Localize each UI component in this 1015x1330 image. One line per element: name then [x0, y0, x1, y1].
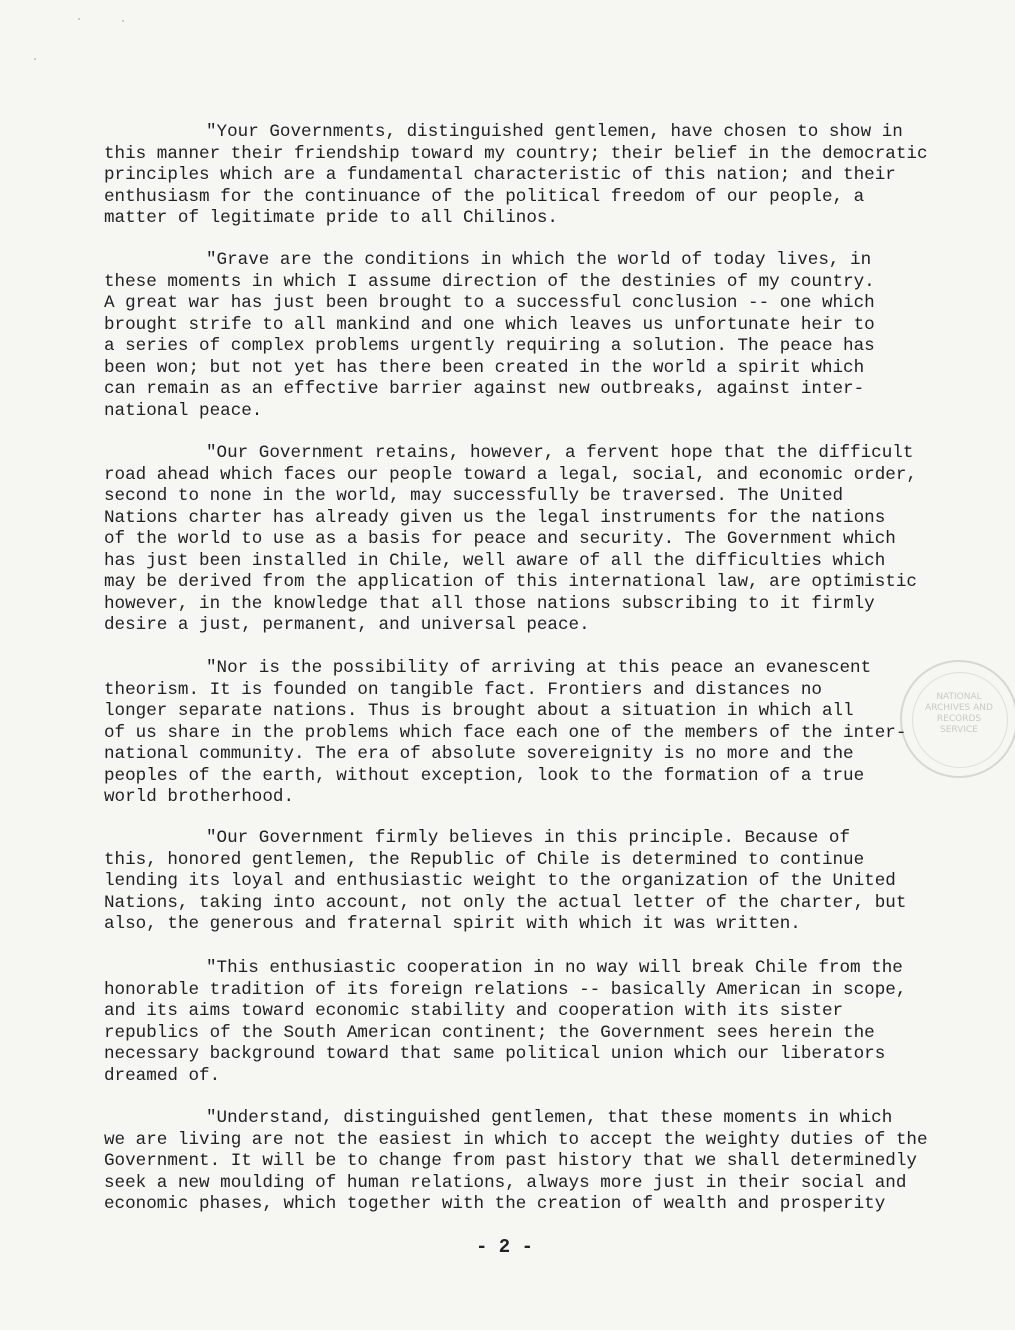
- text-line: A great war has just been brought to a successful conclusion -- one which: [104, 293, 875, 313]
- text-line: "Our Government firmly believes in this principle. Because of: [206, 828, 851, 848]
- text-line: "Our Government retains, however, a fervent hope that the difficult: [206, 443, 914, 463]
- text-line: Government. It will be to change from past history that we shall determinedly: [104, 1151, 917, 1171]
- text-line: also, the generous and fraternal spirit with which it was written.: [104, 914, 801, 934]
- text-line: Nations charter has already given us the legal instruments for the nations: [104, 507, 886, 528]
- text-line: these moments in which I assume direction of the destinies of my country.: [104, 271, 875, 292]
- text-line: and its aims toward economic stability and cooperation with its sister: [104, 1001, 844, 1021]
- page-number: - 2 -: [476, 1236, 534, 1258]
- text-line: enthusiasm for the continuance of the political freedom of our people, a: [104, 186, 865, 207]
- paper-speck: [122, 20, 124, 22]
- text-line: may be derived from the application of this international law, are optimistic: [104, 572, 917, 592]
- text-line: a series of complex problems urgently requiring a solution. The peace has: [104, 336, 875, 356]
- text-line: world brotherhood.: [104, 787, 295, 807]
- text-line: however, in the knowledge that all those nations subscribing to it firmly: [104, 593, 875, 614]
- text-line: dreamed of.: [104, 1065, 221, 1086]
- text-line: republics of the South American continent; the Government sees herein the: [104, 1022, 875, 1043]
- text-line: has just been installed in Chile, well aware of all the difficulties which: [104, 550, 886, 571]
- text-line: necessary background toward that same political union which our liberators: [104, 1044, 886, 1064]
- text-line: "Nor is the possibility of arriving at this peace an evanescent: [206, 658, 872, 678]
- archive-stamp: NATIONAL ARCHIVES AND RECORDS SERVICE: [900, 660, 1015, 778]
- text-line: honorable tradition of its foreign relations -- basically American in scope,: [104, 979, 907, 1000]
- text-line: principles which are a fundamental characteristic of this nation; and their: [104, 165, 896, 185]
- text-line: this, honored gentlemen, the Republic of Chile is determined to continue: [104, 849, 865, 870]
- text-line: of us share in the problems which face each one of the members of the inter-: [104, 722, 907, 743]
- text-line: seek a new moulding of human relations, always more just in their social and: [104, 1172, 907, 1193]
- text-line: been won; but not yet has there been created in the world a spirit which: [104, 357, 865, 378]
- text-line: "This enthusiastic cooperation in no way will break Chile from the: [206, 958, 903, 978]
- text-line: "Understand, distinguished gentlemen, that these moments in which: [206, 1108, 893, 1128]
- text-line: road ahead which faces our people toward a legal, social, and economic order,: [104, 464, 917, 485]
- text-line: of the world to use as a basis for peace and security. The Government which: [104, 529, 896, 549]
- text-line: "Your Governments, distinguished gentlemen, have chosen to show in: [206, 122, 903, 142]
- text-line: desire a just, permanent, and universal peace.: [104, 615, 590, 635]
- text-line: theorism. It is founded on tangible fact. Frontiers and distances no: [104, 679, 822, 700]
- text-line: "Grave are the conditions in which the world of today lives, in: [206, 250, 872, 270]
- text-line: this manner their friendship toward my country; their belief in the democratic: [104, 143, 928, 164]
- paper-speck: [34, 58, 36, 60]
- text-line: can remain as an effective barrier against new outbreaks, against inter-: [104, 379, 865, 399]
- text-line: economic phases, which together with the creation of wealth and prosperity: [104, 1194, 886, 1214]
- text-line: national peace.: [104, 400, 263, 421]
- text-line: national community. The era of absolute sovereignity is no more and the: [104, 744, 854, 764]
- text-line: matter of legitimate pride to all Chilinos.: [104, 208, 558, 228]
- text-line: Nations, taking into account, not only the actual letter of the charter, but: [104, 892, 907, 913]
- paper-speck: [78, 18, 80, 20]
- text-line: second to none in the world, may successfully be traversed. The United: [104, 486, 844, 506]
- archive-stamp-ring: [912, 672, 1008, 768]
- text-line: longer separate nations. Thus is brought about a situation in which all: [104, 701, 854, 721]
- text-line: peoples of the earth, without exception, look to the formation of a true: [104, 765, 865, 786]
- text-line: we are living are not the easiest in which to accept the weighty duties of the: [104, 1129, 928, 1150]
- text-line: brought strife to all mankind and one which leaves us unfortunate heir to: [104, 314, 875, 335]
- text-line: lending its loyal and enthusiastic weight to the organization of the United: [104, 871, 896, 891]
